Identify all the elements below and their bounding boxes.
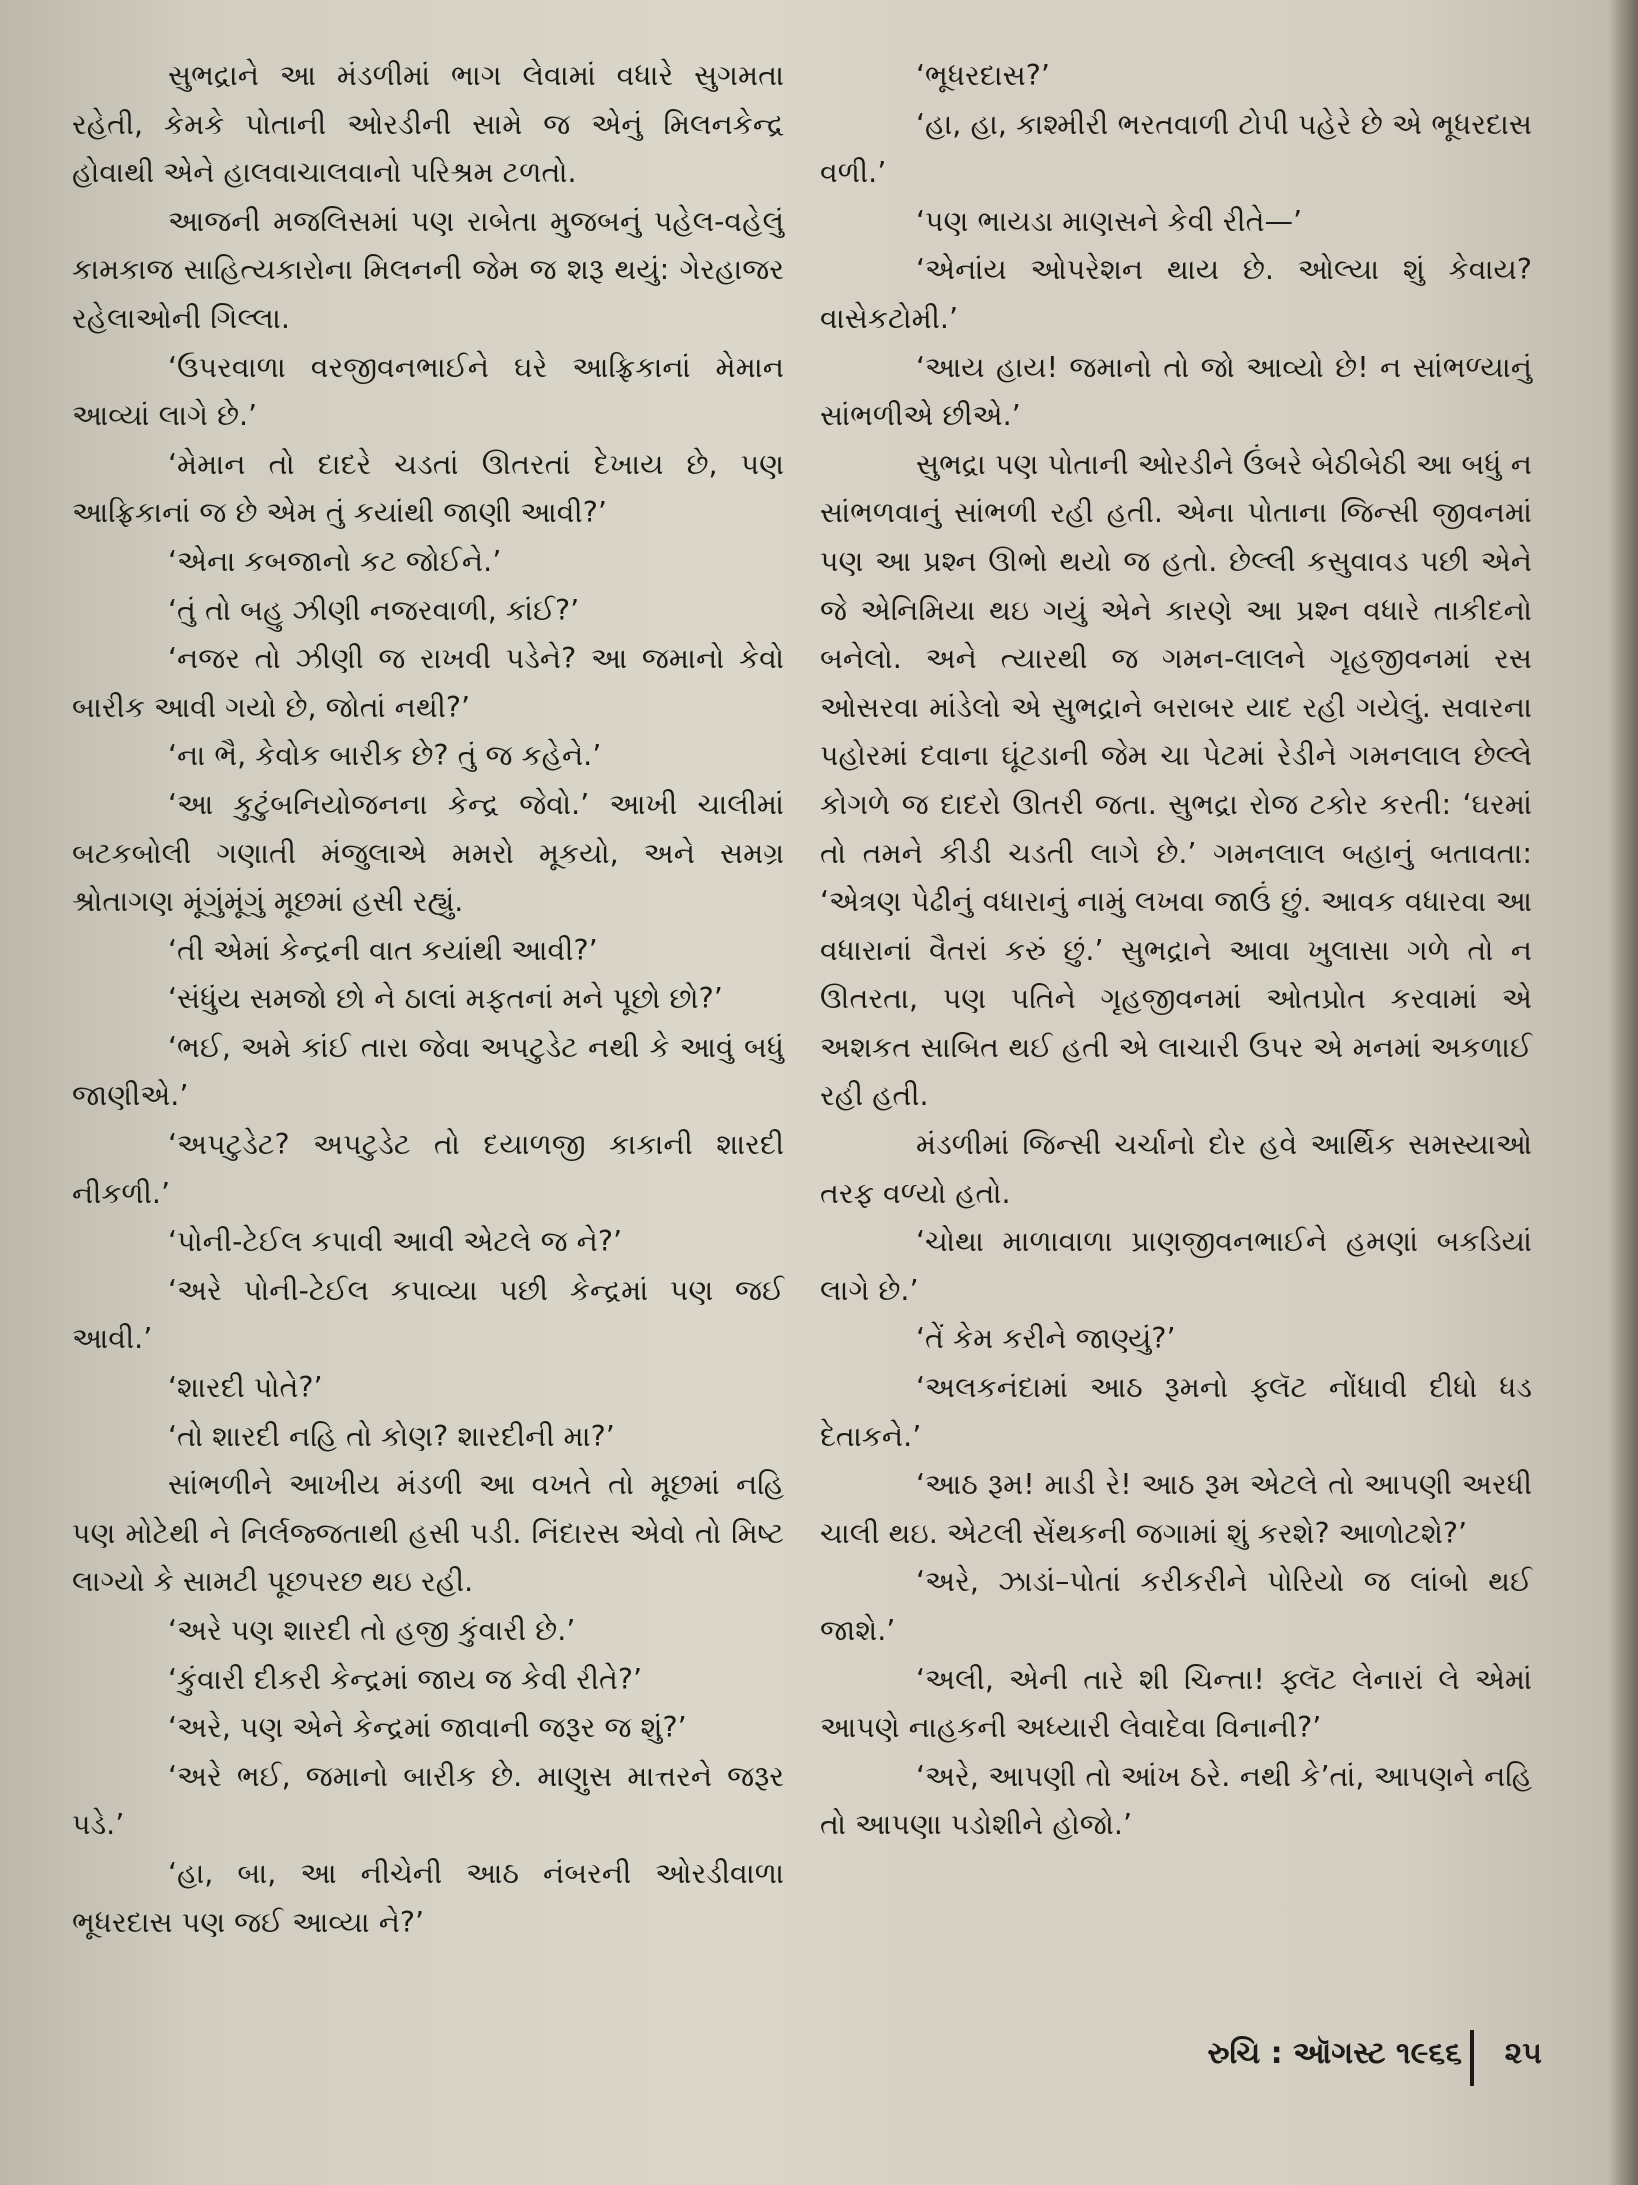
paragraph: ‘અપટુડેટ? અપટુડેટ તો દયાળજી કાકાની શારદી નીકળી.’ [72, 1128, 784, 1210]
paragraph: ‘ચોથા માળાવાળા પ્રાણજીવનભાઈને હમણાં બકડિયાં લાગે છે.’ [820, 1225, 1532, 1307]
paragraph: ‘તી એમાં કેન્દ્રની વાત કયાંથી આવી?’ [168, 933, 598, 967]
paragraph: ‘અરે, આપણી તો આંખ ઠરે. નથી કે’તાં, આપણને નહિ તો આપણા પડોશીને હોજો.’ [820, 1759, 1532, 1842]
paragraph: ‘સંધુંય સમજો છો ને ઠાલાં મફતનાં મને પૂછો છો?’ [168, 982, 723, 1016]
paragraph: સુભદ્રાને આ મંડળીમાં ભાગ લેવામાં વધારે સુગમતા રહેતી, કેમકે પોતાની ઓરડીની સામે જ એનું મિલનકેન્દ્ર હોવાથી એને હાલવાચાલવાનો પરિશ્રમ ટળતો. [72, 59, 784, 190]
paragraph: ‘આ કુટુંબનિયોજનના કેન્દ્ર જેવો.’ આખી ચાલીમાં બટકબોલી ગણાતી મંજુલાએ મમરો મૂકયો, અને સમગ્ર શ્રોતાગણ મૂંગુંમૂંગું મૂછમાં હસી રહ્યું. [72, 787, 784, 919]
paragraph: ‘અલકનંદામાં આઠ રૂમનો ફ્લૅટ નોંધાવી દીધો ધડ દેતાકને.’ [820, 1371, 1532, 1453]
paragraph: ‘પોની-ટેઈલ કપાવી આવી એટલે જ ને?’ [168, 1225, 623, 1259]
paragraph: ‘હા, બા, આ નીચેની આઠ નંબરની ઓરડીવાળા ભૂધરદાસ પણ જઈ આવ્યા ને?’ [72, 1856, 784, 1939]
paragraph: ‘અલી, એની તારે શી ચિન્તા! ફ્લૅટ લેનારાં લે એમાં આપણે નાહકની અધ્યારી લેવાદેવા વિનાની?’ [820, 1662, 1532, 1745]
footer-magazine-issue: રુચિ : ઑગસ્ટ ૧૯૬૬ [1207, 2036, 1462, 2071]
paragraph: ‘ના ભૈ, કેવોક બારીક છે? તું જ કહેને.’ [168, 739, 602, 773]
paragraph: ‘મેમાન તો દાદરે ચડતાં ઊતરતાં દેખાય છે, પણ આફ્રિકાનાં જ છે એમ તું કયાંથી જાણી આવી?’ [72, 447, 784, 530]
paragraph: મંડળીમાં જિન્સી ચર્ચાનો દોર હવે આર્થિક સમસ્યાઓ તરફ વળ્યો હતો. [820, 1128, 1532, 1210]
paragraph: ‘પણ ભાયડા માણસને કેવી રીતે—’ [916, 204, 1303, 238]
paragraph: ‘નજર તો ઝીણી જ રાખવી પડેને? આ જમાનો કેવો બારીક આવી ગયો છે, જોતાં નથી?’ [72, 642, 784, 724]
paragraph: ‘અરે પોની-ટેઈલ કપાવ્યા પછી કેન્દ્રમાં પણ જઈ આવી.’ [72, 1273, 784, 1356]
paragraph: ‘ભૂધરદાસ?’ [916, 59, 1050, 92]
paragraph: ‘અરે, પણ એને કેન્દ્રમાં જાવાની જરૂર જ શું?’ [168, 1711, 687, 1745]
paragraph: ‘આય હાય! જમાનો તો જો આવ્યો છે! ન સાંભળ્યાનું સાંભળીએ છીએ.’ [820, 350, 1532, 433]
paragraph: સાંભળીને આખીય મંડળી આ વખતે તો મૂછમાં નહિ પણ મોટેથી ને નિર્લજ્જતાથી હસી પડી. નિંદારસ એવો તો મિષ્ટ લાગ્યો કે સામટી પૂછપરછ થઇ રહી. [72, 1468, 784, 1599]
page-number: ૨૫ [1504, 2036, 1542, 2071]
paragraph: ‘તેં કેમ કરીને જાણ્યું?’ [916, 1322, 1176, 1356]
paragraph: ‘અરે પણ શારદી તો હજી કુંવારી છે.’ [168, 1614, 576, 1647]
paragraph: સુભદ્રા પણ પોતાની ઓરડીને ઉંબરે બેઠીબેઠી આ બધું ન સાંભળવાનું સાંભળી રહી હતી. એના પોતાના જિન્સી જીવનમાં પણ આ પ્રશ્ન ઊભો થયો જ હતો. છેલ્લી કસુવાવડ પછી એને જે એનિમિયા થઇ ગયું એને કારણે આ પ્રશ્ન વધારે તાકીદનો બનેલો. અને ત્યારથી જ ગમન-લાલને ગૃહજીવનમાં રસ ઓસરવા માંડેલો એ સુભદ્રાને બરાબર યાદ રહી ગયેલું. સવારના પહોરમાં દવાના ઘૂંટડાની જેમ ચા પેટમાં રેડીને ગમનલાલ છેલ્લે કોગળે જ દાદરો ઊતરી જતા. સુભદ્રા રોજ ટકોર કરતી: ‘ઘરમાં તો તમને કીડી ચડતી લાગે છે.’ ગમનલાલ બહાનું બતાવતા: ‘એત્રણ પેઢીનું વધારાનું નામું લખવા જાઉં છું. આવક વધારવા આ વધારાનાં વૈતરાં કરું છું.’ સુભદ્રાને આવા ખુલાસા ગળે તો ન ઊતરતા, પણ પતિને ગૃહજીવનમાં ઓતપ્રોત કરવામાં એ અશકત સાબિત થઈ હતી એ લાચારી ઉપર એ મનમાં અકળાઈ રહી હતી. [820, 447, 1532, 1113]
paragraph: ‘ભઈ, અમે કાંઈ તારા જેવા અપટુડેટ નથી કે આવું બધું જાણીએ.’ [72, 1030, 784, 1113]
paragraph: ‘એનાંય ઓપરેશન થાય છે. ઓલ્યા શું કેવાય? વાસેકટોમી.’ [820, 253, 1532, 335]
right-text-column [820, 52, 1532, 1850]
paragraph: ‘તું તો બહુ ઝીણી નજરવાળી, કાંઈ?’ [168, 593, 580, 627]
paragraph: ‘અરે, ઝાડાં–પોતાં કરીકરીને પોરિયો જ લાંબો થઈ જાશે.’ [820, 1565, 1532, 1647]
paragraph: ‘ઉપરવાળા વરજીવનભાઈને ઘરે આફ્રિકાનાં મેમાન આવ્યાં લાગે છે.’ [72, 350, 784, 433]
paragraph: ‘શારદી પોતે?’ [168, 1371, 323, 1405]
footer-divider [1470, 2030, 1474, 2086]
left-text-column [72, 52, 784, 1947]
paragraph: ‘એના કબજાનો કટ જોઈને.’ [168, 544, 502, 578]
page-footer [1150, 2030, 1570, 2090]
paragraph: આજની મજલિસમાં પણ રાબેતા મુજબનું પહેલ-વહેલું કામકાજ સાહિત્યકારોના મિલનની જેમ જ શરૂ થયું: ગેરહાજર રહેલાઓની ગિલ્લા. [72, 204, 784, 335]
paragraph: ‘અરે ભઈ, જમાનો બારીક છે. માણુસ માત્તરને જરૂર પડે.’ [72, 1759, 784, 1842]
paragraph: ‘કુંવારી દીકરી કેન્દ્રમાં જાય જ કેવી રીતે?’ [168, 1662, 643, 1696]
paragraph: ‘આઠ રૂમ! માડી રે! આઠ રૂમ એટલે તો આપણી અરધી ચાલી થઇ. એટલી સેંથકની જગામાં શું કરશે? આળોટશે?’ [820, 1468, 1532, 1550]
paragraph: ‘હા, હા, કાશ્મીરી ભરતવાળી ટોપી પહેરે છે એ ભૂધરદાસ વળી.’ [820, 107, 1532, 190]
paragraph: ‘તો શારદી નહિ તો કોણ? શારદીની મા?’ [168, 1419, 615, 1453]
